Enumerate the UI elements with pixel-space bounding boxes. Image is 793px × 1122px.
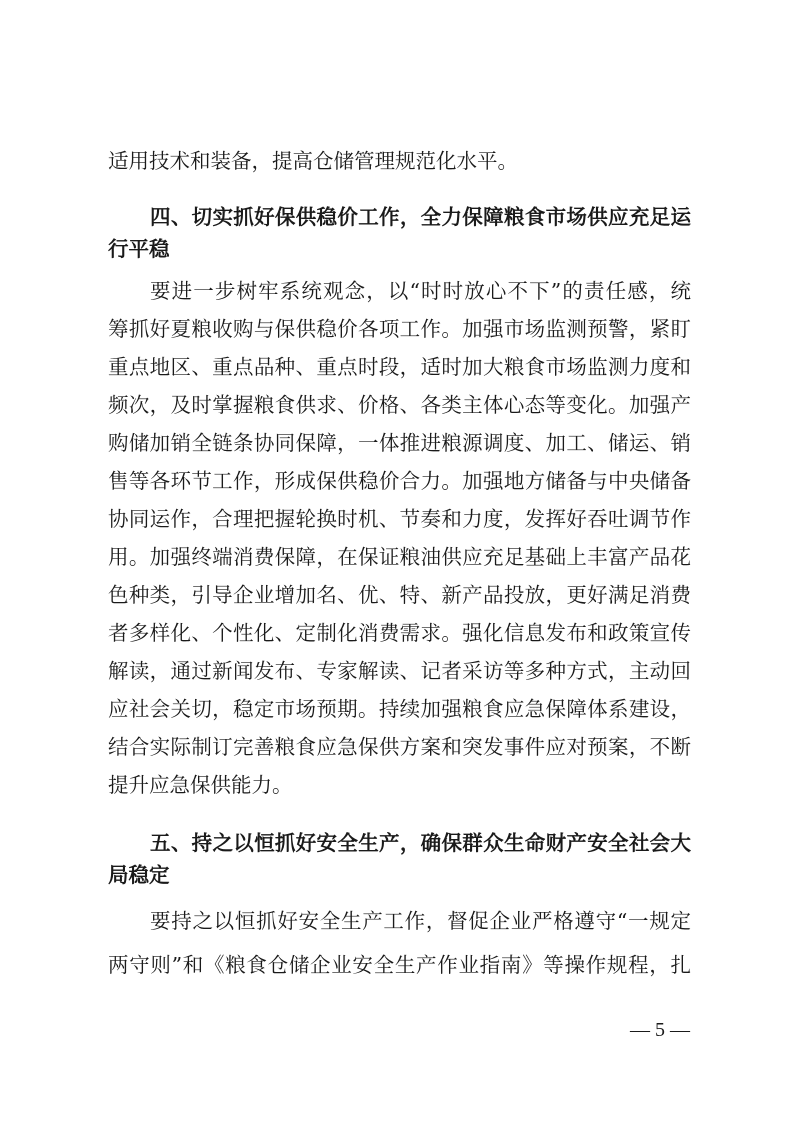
paragraph-line: 重点地区、重点品种、重点时段，适时加大粮食市场监测力度和: [108, 355, 691, 379]
page-number: — 5 —: [630, 1019, 690, 1041]
section-heading-5: 五、持之以恒抓好安全生产，确保群众生命财产安全社会大: [150, 831, 691, 855]
paragraph-line: 购储加销全链条协同保障，一体推进粮源调度、加工、储运、销: [108, 431, 691, 455]
section-heading-5-cont: 局稳定: [108, 863, 170, 887]
paragraph-line: 应社会关切，稳定市场预期。持续加强粮食应急保障体系建设，: [108, 697, 691, 721]
paragraph-line: 协同运作，合理把握轮换时机、节奏和力度，发挥好吞吐调节作: [108, 507, 691, 531]
paragraph-line: 用。加强终端消费保障，在保证粮油供应充足基础上丰富产品花: [108, 545, 691, 569]
section-heading-4-cont: 行平稳: [108, 237, 170, 261]
paragraph-line: 两守则”和《粮食仓储企业安全生产作业指南》等操作规程，扎: [108, 953, 691, 977]
paragraph-line: 适用技术和装备，提高仓储管理规范化水平。: [108, 149, 518, 173]
section-heading-4: 四、切实抓好保供稳价工作，全力保障粮食市场供应充足运: [150, 205, 691, 229]
paragraph-line: 要进一步树牢系统观念，以“时时放心不下”的责任感，统: [150, 279, 691, 303]
paragraph-line: 结合实际制订完善粮食应急保供方案和突发事件应对预案，不断: [108, 735, 691, 759]
paragraph-line: 售等各环节工作，形成保供稳价合力。加强地方储备与中央储备: [108, 469, 691, 493]
paragraph-line: 频次，及时掌握粮食供求、价格、各类主体心态等变化。加强产: [108, 393, 691, 417]
paragraph-line: 解读，通过新闻发布、专家解读、记者采访等多种方式，主动回: [108, 659, 691, 683]
paragraph-line: 筹抓好夏粮收购与保供稳价各项工作。加强市场监测预警，紧盯: [108, 317, 691, 341]
paragraph-line: 提升应急保供能力。: [108, 773, 293, 797]
paragraph-line: 色种类，引导企业增加名、优、特、新产品投放，更好满足消费: [108, 583, 691, 607]
paragraph-line: 者多样化、个性化、定制化消费需求。强化信息发布和政策宣传: [108, 621, 691, 645]
paragraph-line: 要持之以恒抓好安全生产工作，督促企业严格遵守“一规定: [150, 909, 691, 933]
